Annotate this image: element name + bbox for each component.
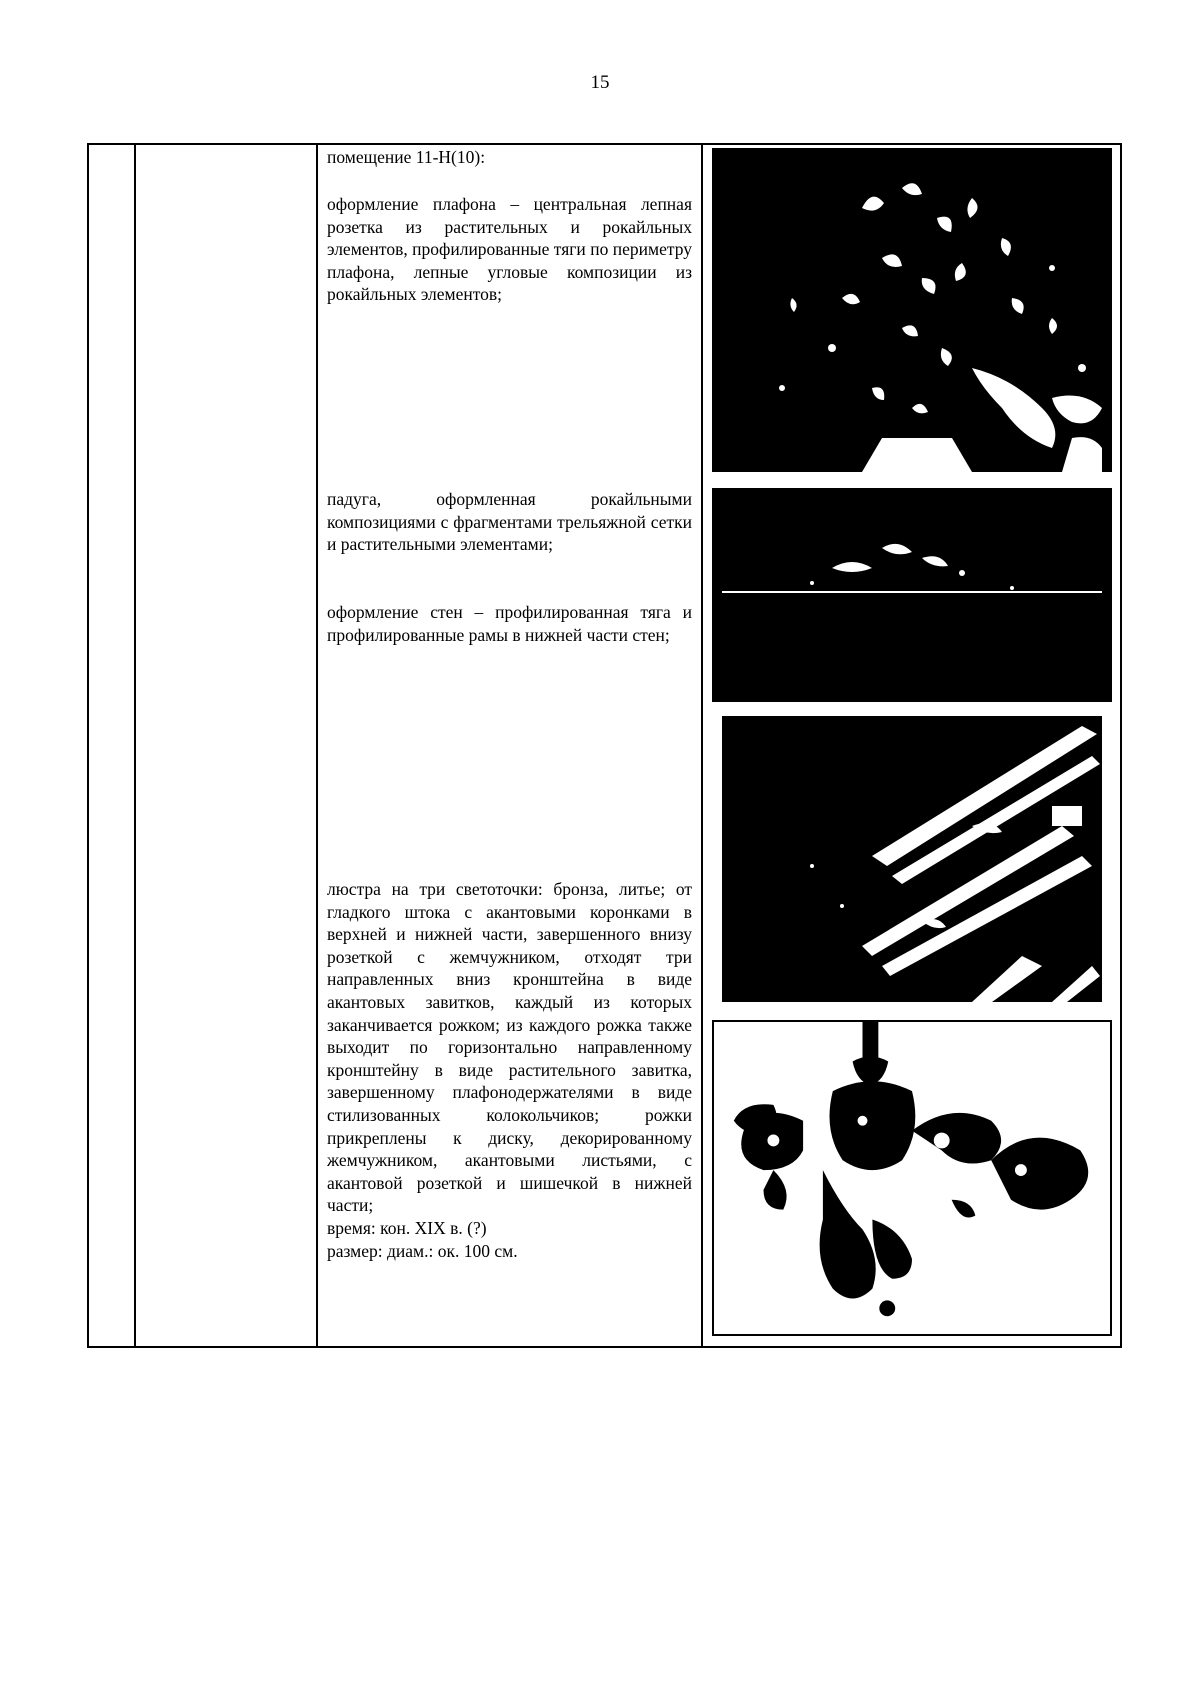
chandelier-description: люстра на три светоточки: бронза, литье; от гладкого штока с акантовыми коронками в верхней и нижней части, завершенного внизу розеткой с жемчужником, отходят три направленных вниз кронштейна в виде акантовых завитков, каждый из которых заканчивается рожком; из каждого рожка также выходит по горизонтально направленному кронштейну в виде растительного завитка, завершенному плафонодержателями в виде стилизованных колокольчиков; рожки прикреплены к диску, декорированному жемчужником, акантовыми листьями, с акантовой розеткой и шишечкой в нижней части; bbox=[327, 879, 692, 1216]
cove-description: падуга, оформленная рокайльными композициями с фрагментами трельяжной сетки и растительными элементами; bbox=[327, 489, 692, 555]
description-heading-block bbox=[327, 146, 692, 169]
ceiling-block bbox=[327, 193, 692, 306]
table-top-border bbox=[87, 143, 1122, 145]
size-line: размер: диам.: ок. 100 см. bbox=[327, 1240, 518, 1261]
column-divider-5 bbox=[1120, 143, 1122, 1348]
ceiling-description: оформление плафона – центральная лепная розетка из растительных и рокайльных элементов, профилированные тяги по периметру плафона, лепные угловые композиции из рокайльных элементов; bbox=[327, 194, 692, 305]
cove-ornament-image bbox=[712, 488, 1112, 702]
ceiling-photo bbox=[712, 148, 1112, 472]
column-divider-1 bbox=[87, 143, 89, 1348]
walls-description: оформление стен – профилированная тяга и профилированные рамы в нижней части стен; bbox=[327, 602, 692, 645]
wall-photo bbox=[722, 716, 1102, 1002]
room-heading: помещение 11-Н(10): bbox=[327, 147, 486, 167]
date-line: время: кон. XIX в. (?) bbox=[327, 1217, 487, 1238]
wall-molding-image bbox=[722, 716, 1102, 1002]
page-number: 15 bbox=[590, 72, 610, 93]
ceiling-ornament-image bbox=[712, 148, 1112, 472]
walls-block bbox=[327, 601, 692, 646]
chandelier-image bbox=[714, 1022, 1110, 1334]
chandelier-photo bbox=[712, 1020, 1112, 1336]
chandelier-block bbox=[327, 878, 692, 1262]
cove-photo bbox=[712, 488, 1112, 702]
column-divider-2 bbox=[134, 143, 136, 1348]
column-divider-3 bbox=[316, 143, 318, 1348]
table-bottom-border bbox=[87, 1346, 1122, 1348]
cove-block bbox=[327, 488, 692, 556]
column-divider-4 bbox=[701, 143, 703, 1348]
